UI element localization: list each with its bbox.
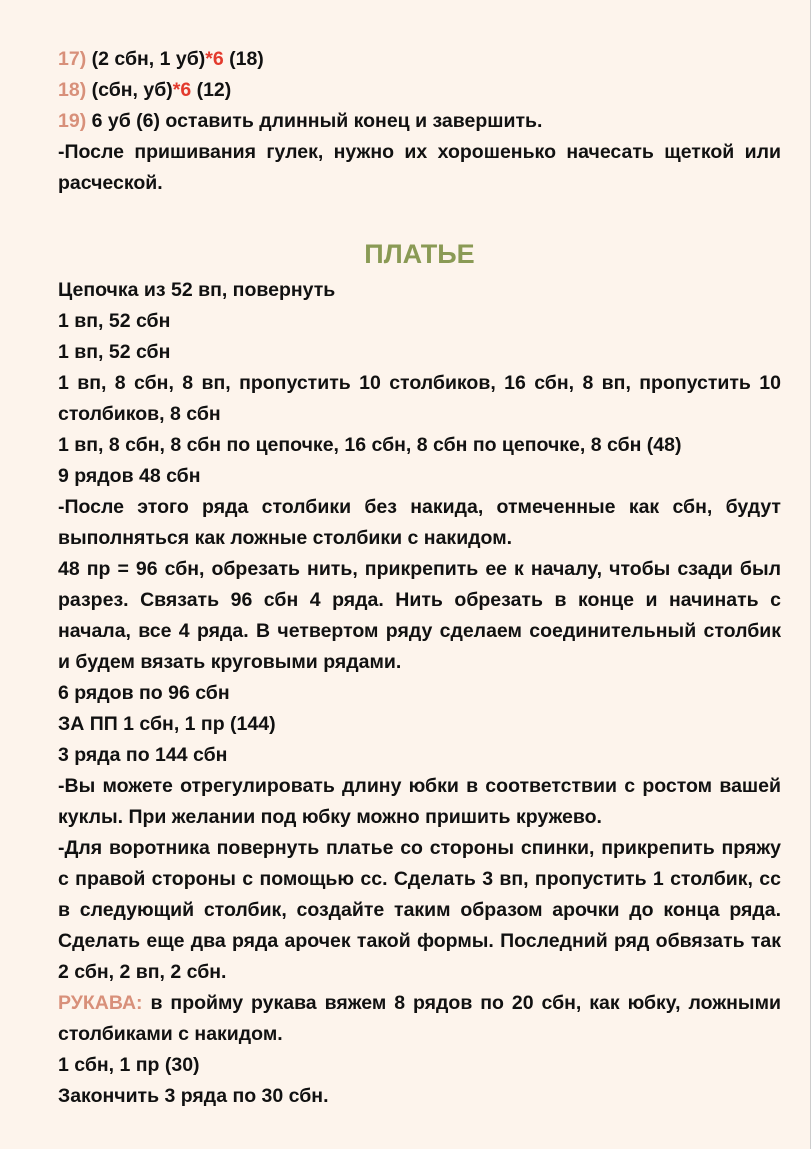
text-paragraph: -После этого ряда столбики без накида, отмеченные как сбн, будут выполняться как ложные столбики с накидом. <box>58 496 781 549</box>
text-line: 1 вп, 52 сбн <box>58 341 171 363</box>
row-count: (12) <box>196 79 232 101</box>
row-text: (2 сбн, 1 уб) <box>91 48 206 70</box>
sleeve-paragraph <box>58 988 781 1050</box>
text-line: 1 сбн, 1 пр (30) <box>58 1054 200 1076</box>
text-paragraph: -Для воротника повернуть платье со стороны спинки, прикрепить пряжу с правой стороны с помощью сс. Сделать 3 вп, пропустить 1 столбик, сс в следующий столбик, создайте таким образом арочки до конца ряда. Сделать еще два ряда арочек такой формы. Последний ряд обвязать так 2 сбн, 2 вп, 2 сбн. <box>58 837 781 983</box>
text-line: 1 вп, 8 сбн, 8 сбн по цепочке, 16 сбн, 8 сбн по цепочке, 8 сбн (48) <box>58 434 682 456</box>
text-paragraph: -Вы можете отрегулировать длину юбки в соответствии с ростом вашей куклы. При желании под юбку можно пришить кружево. <box>58 775 781 828</box>
row-18 <box>58 75 781 106</box>
text-paragraph: 1 вп, 8 сбн, 8 вп, пропустить 10 столбиков, 16 сбн, 8 вп, пропустить 10 столбиков, 8 сбн <box>58 372 781 425</box>
sleeve-text: в пройму рукава вяжем 8 рядов по 20 сбн, как юбку, ложными столбиками с накидом. <box>58 992 781 1045</box>
text-line: 3 ряда по 144 сбн <box>58 744 228 766</box>
row-19 <box>58 106 781 137</box>
row-text: 6 уб (6) оставить длинный конец и завершить. <box>91 110 543 132</box>
row-17 <box>58 44 781 75</box>
text-line: 1 вп, 52 сбн <box>58 310 171 332</box>
text-line: Закончить 3 ряда по 30 сбн. <box>58 1085 329 1107</box>
sleeve-heading: РУКАВА: <box>58 992 143 1014</box>
row-number: 19) <box>58 110 87 132</box>
text-line: ЗА ПП 1 сбн, 1 пр (144) <box>58 713 276 735</box>
row-number: 18) <box>58 79 87 101</box>
text-line: 9 рядов 48 сбн <box>58 465 201 487</box>
repeat-mark: *6 <box>172 79 192 101</box>
text-line: Цепочка из 52 вп, повернуть <box>58 279 336 301</box>
text-paragraph: 48 пр = 96 сбн, обрезать нить, прикрепить ее к началу, чтобы сзади был разрез. Связать 96 сбн 4 ряда. Нить обрезать в конце и начинать с начала, все 4 ряда. В четвертом ряду сделаем соединительный столбик и будем вязать круговыми рядами. <box>58 558 781 673</box>
row-text: (сбн, уб) <box>91 79 173 101</box>
repeat-mark: *6 <box>205 48 224 70</box>
text-line: 6 рядов по 96 сбн <box>58 682 230 704</box>
section-title: ПЛАТЬЕ <box>364 239 475 269</box>
note-paragraph: -После пришивания гулек, нужно их хорошенько начесать щеткой или расческой. <box>58 141 781 194</box>
row-count: (18) <box>229 48 264 70</box>
row-number: 17) <box>58 48 87 70</box>
